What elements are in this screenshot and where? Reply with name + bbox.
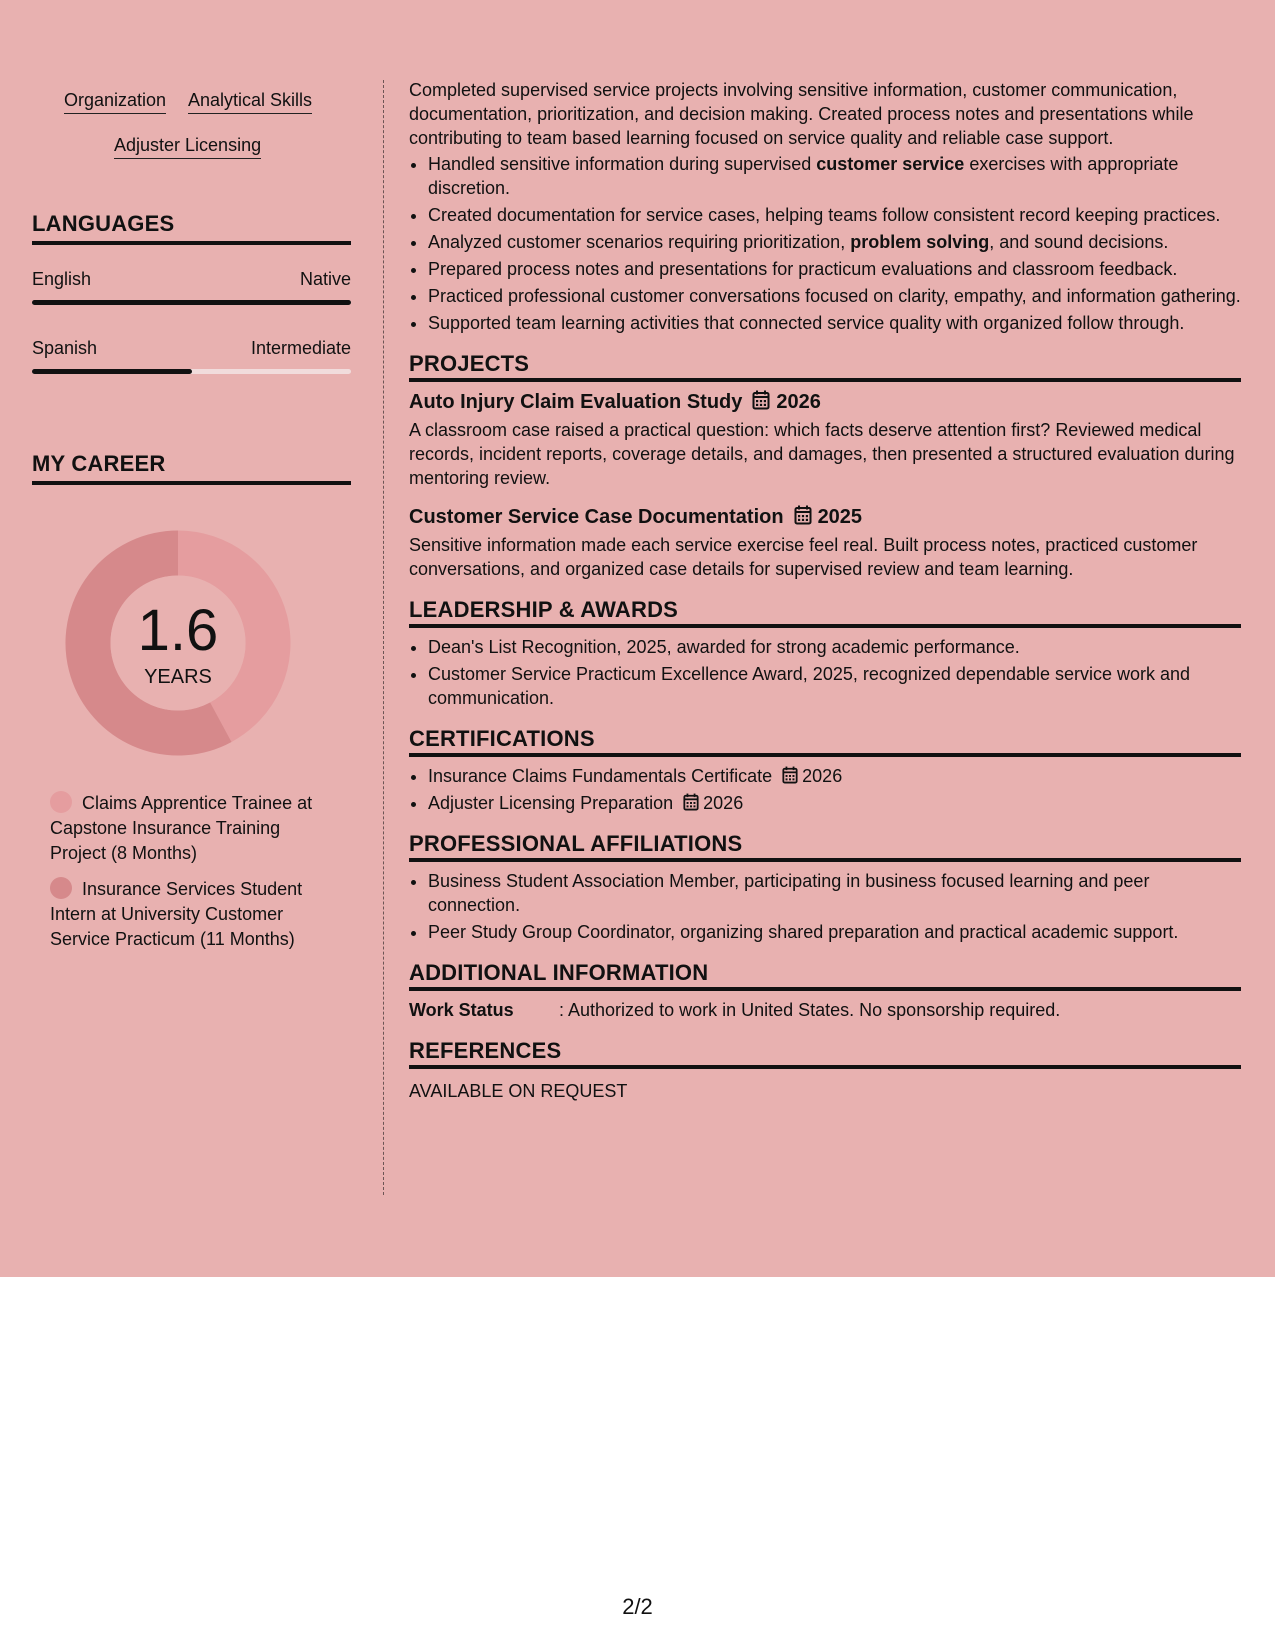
- career-years-unit: YEARS: [144, 666, 212, 688]
- experience-bullet: [428, 152, 1241, 200]
- skills-list: [32, 78, 351, 188]
- certification-year: 2026: [703, 793, 744, 813]
- project-description: A classroom case raised a practical question: which facts deserve attention first? Reviewed medical records, incident reports, coverage details, and damages, then presented a structured evaluation during mentoring review.: [409, 420, 1235, 488]
- skill-tag: Organization: [64, 88, 166, 114]
- languages-title: LANGUAGES: [32, 211, 351, 245]
- bullet-text: Analyzed customer scenarios requiring prioritization,: [428, 232, 851, 252]
- calendar-icon: [683, 793, 699, 811]
- affiliations-title: PROFESSIONAL AFFILIATIONS: [409, 831, 1241, 862]
- project-name: Auto Injury Claim Evaluation Study: [409, 391, 743, 413]
- certification-year: 2026: [802, 766, 843, 786]
- career-item: [50, 877, 340, 952]
- right-column: [409, 78, 1241, 1103]
- language-bar: [32, 369, 351, 374]
- project-year: 2026: [776, 391, 821, 413]
- bullet-keyword: customer service: [816, 154, 965, 174]
- skill-tag: Analytical Skills: [188, 88, 312, 114]
- page-number: 2/2: [622, 1594, 653, 1619]
- bullet-text: Handled sensitive information during supervised: [428, 154, 817, 174]
- experience-bullet: [428, 284, 1241, 308]
- career-item: [50, 791, 340, 866]
- legend-dot-icon: [50, 877, 72, 899]
- additional-info-title: ADDITIONAL INFORMATION: [409, 960, 1241, 991]
- experience-bullet: [428, 203, 1241, 227]
- language-level: Native: [299, 269, 351, 289]
- calendar-icon: [782, 766, 798, 784]
- experience-bullet: [428, 257, 1241, 281]
- experience-bullet: [428, 311, 1241, 335]
- career-donut-chart: [65, 530, 291, 756]
- certification-item: [428, 764, 1241, 788]
- experience-intro: Completed supervised service projects involving sensitive information, customer communication, documentation, prioritization, and decision making. Created process notes and presentations while contributing to team based learning focused on service quality and reliable case support.: [409, 80, 1194, 148]
- project-name: Customer Service Case Documentation: [409, 506, 784, 528]
- project-title: [409, 504, 1241, 530]
- career-legend: [50, 791, 340, 963]
- certification-item: [428, 791, 1241, 815]
- career-item-text: Claims Apprentice Trainee at Capstone Insurance Training Project (8 Months): [50, 793, 313, 863]
- bullet-text: , and sound decisions.: [989, 232, 1169, 252]
- language-bar-fill: [32, 369, 192, 374]
- certifications-list: [409, 764, 1241, 815]
- language-bar-fill: [32, 300, 351, 305]
- language-level: Intermediate: [250, 338, 351, 358]
- career-item-text: Insurance Services Student Intern at University Customer Service Practicum (11 Months): [50, 879, 303, 949]
- certification-name: Insurance Claims Fundamentals Certificate: [428, 766, 773, 786]
- work-status-value: : Authorized to work in United States. No sponsorship required.: [559, 1000, 1061, 1020]
- work-status-label: Work Status: [409, 1000, 514, 1020]
- language-name: Spanish: [32, 338, 98, 358]
- experience-bullets: [409, 152, 1241, 335]
- references-title: REFERENCES: [409, 1038, 1241, 1069]
- award-item: • Dean's List Recognition, 2025, awarded for strong academic performance.: [428, 635, 1241, 659]
- references-text: AVAILABLE ON REQUEST: [409, 1081, 628, 1101]
- awards-list: [409, 635, 1241, 710]
- calendar-icon: [752, 390, 770, 410]
- column-divider: [383, 80, 384, 1195]
- bullet-keyword: problem solving: [850, 232, 990, 252]
- calendar-icon: [794, 505, 812, 525]
- bullet-text: Created documentation for service cases, helping teams follow consistent record keeping practices.: [428, 205, 1221, 225]
- bullet-text: exercises with appropriate discretion.: [428, 154, 1179, 198]
- projects-title: PROJECTS: [409, 351, 1241, 382]
- affiliation-item: • Peer Study Group Coordinator, organizing shared preparation and practical academic support.: [428, 920, 1241, 944]
- bullet-text: Prepared process notes and presentations for practicum evaluations and classroom feedback.: [428, 259, 1178, 279]
- project-description: Sensitive information made each service exercise feel real. Built process notes, practiced customer conversations, and organized case details for supervised review and team learning.: [409, 535, 1198, 579]
- work-status-row: [409, 998, 1241, 1022]
- language-name: English: [32, 269, 92, 289]
- left-column: [32, 78, 351, 949]
- affiliation-item: • Business Student Association Member, participating in business focused learning and peer connection.: [428, 869, 1241, 917]
- project-year: 2025: [817, 506, 863, 528]
- bullet-text: Practiced professional customer conversations focused on clarity, empathy, and information gathering.: [428, 286, 1241, 306]
- experience-bullet: [428, 230, 1241, 254]
- certifications-title: CERTIFICATIONS: [409, 726, 1241, 757]
- certification-name: Adjuster Licensing Preparation: [428, 793, 674, 813]
- award-item: • Customer Service Practicum Excellence Award, 2025, recognized dependable service work and communication.: [428, 662, 1241, 710]
- affiliations-list: [409, 869, 1241, 944]
- skill-tag: Adjuster Licensing: [114, 133, 261, 159]
- career-title: MY CAREER: [32, 451, 351, 485]
- project-title: [409, 389, 1241, 415]
- language-bar: [32, 300, 351, 305]
- bullet-text: Supported team learning activities that connected service quality with organized follow through.: [428, 313, 1185, 333]
- career-total-years: 1.6: [137, 598, 219, 663]
- legend-dot-icon: [50, 791, 72, 813]
- awards-title: LEADERSHIP & AWARDS: [409, 597, 1241, 628]
